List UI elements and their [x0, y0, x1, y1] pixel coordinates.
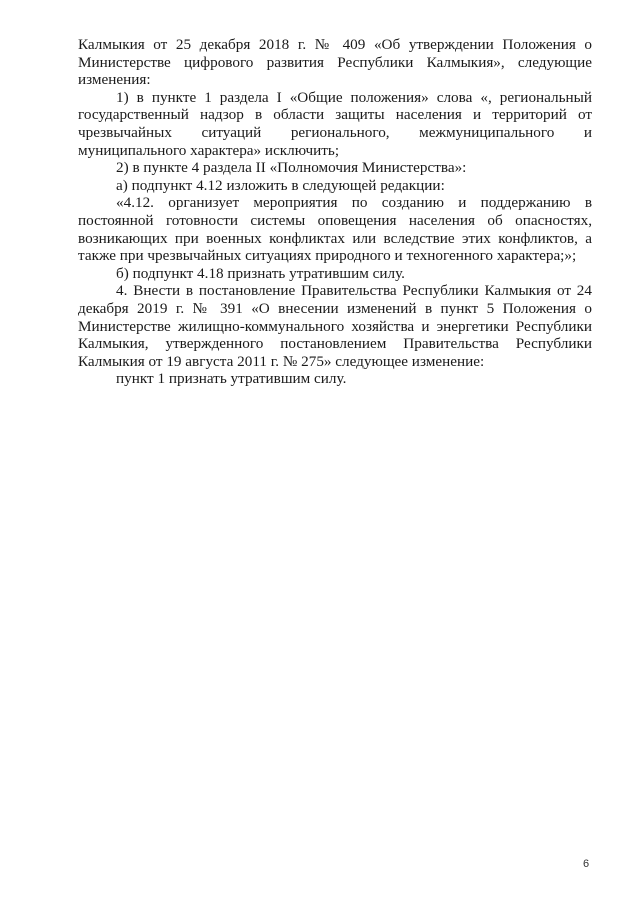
paragraph-item-4: 4. Внести в постановление Правительства Республики Калмыкия от 24 декабря 2019 г. № 391 «О внесении изменений в пункт 5 Положения о Министерстве жилищно-коммунального хозяйства и энергетики Республики Калмыкия, утвержденного постановлением Правительства Республики Калмыкия от 19 августа 2011 г. № 275» следующее изменение:: [78, 282, 592, 370]
paragraph-subitem-b: б) подпункт 4.18 признать утратившим силу.: [116, 264, 405, 282]
page-number: 6: [583, 858, 590, 870]
paragraph-continuation: Калмыкия от 25 декабря 2018 г. № 409 «Об утверждении Положения о Министерстве цифрового развития Республики Калмыкия», следующие изменения:: [78, 36, 592, 89]
document-body: [78, 36, 592, 388]
paragraph-item-2: 2) в пункте 4 раздела II «Полномочия Министерства»:: [116, 159, 467, 177]
paragraph-quoted-4-12: «4.12. организует мероприятия по созданию и поддержанию в постоянной готовности системы оповещения населения об опасностях, возникающих при военных конфликтах или вследствие этих конфликтов, а также при чрезвычайных ситуациях природного и техногенного характера;»;: [78, 194, 592, 265]
paragraph-final: пункт 1 признать утратившим силу.: [116, 370, 347, 388]
paragraph-item-1: 1) в пункте 1 раздела I «Общие положения» слова «, региональный государственный надзор в области защиты населения и территорий от чрезвычайных ситуаций регионального, межмуниципального и муниципального характера» исключить;: [78, 88, 592, 159]
paragraph-subitem-a: а) подпункт 4.12 изложить в следующей редакции:: [116, 176, 445, 194]
